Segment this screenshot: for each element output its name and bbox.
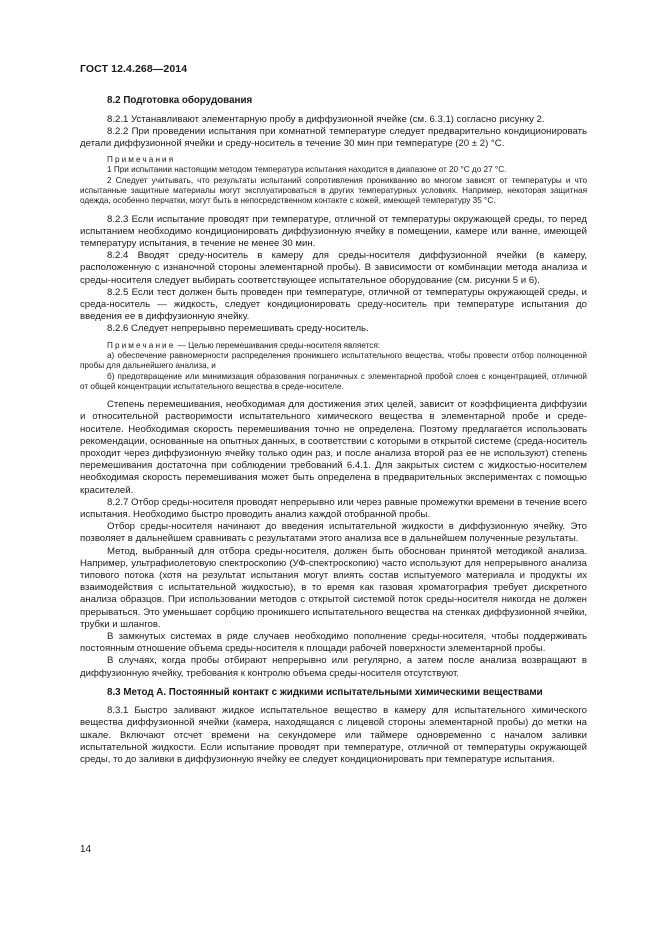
paragraph-8-2-6: 8.2.6 Следует непрерывно перемешивать среду-носитель. <box>107 323 369 335</box>
note-3-label: Примечание <box>107 340 176 350</box>
paragraph-sampling: Отбор среды-носителя начинают до введения испытательной жидкости в диффузионную ячейку. Это позволяет в дальнейшем сравнивать с результатами этого анализа все в дальнейшем полученные результаты. <box>80 521 587 545</box>
paragraph-mixing: Степень перемешивания, необходимая для достижения этих целей, зависит от коэффициента диффузии и относительной растворимости испытательного химического вещества в элементарной пробе и среде-носителе. Необходимая скорость перемешивания точно не определена. Поэтому предлагается использовать рекомендации, основанные на опытных данных, в соответствии с которыми в открытой системе (среда-носитель проходит через диффузионную ячейку только один раз, и после анализа второй раз ее не используют) степень перемешивания достаточна при соблюдении требований 6.4.1. Для закрытых систем с жидкостью-носителем необходимая скорость перемешивания может быть определена в предварительных экспериментах с помощью красителей. <box>80 399 587 496</box>
note-3-heading <box>80 341 587 351</box>
paragraph-8-2-1: 8.2.1 Устанавливают элементарную пробу в диффузионной ячейке (см. 6.3.1) согласно рисунку 2. <box>107 113 545 125</box>
page-number: 14 <box>80 844 92 855</box>
note-2: 2 Следует учитывать, что результаты испытаний сопротивления проникванию во многом зависят от температуры и что испытанные защитные материалы могут эксплуатироваться в других температурных условиях. Например, некоторая защитная одежда, особенно перчатки, могут быть в непосредственном контакте с кожей, имеющей температуру 35 °C. <box>80 175 587 206</box>
notes-heading: Примечания <box>107 155 176 165</box>
paragraph-8-2-2: 8.2.2 При проведении испытания при комнатной температуре следует предварительно кондиционировать детали диффузионной ячейки и среду-носитель в течение 30 мин при температуре (20 ± 2) °C. <box>80 125 587 149</box>
paragraph-8-3-1: 8.3.1 Быстро заливают жидкое испытательное вещество в камеру для испытательного химического вещества диффузионной ячейки (камера, находящаяся с лицевой стороны элементарной пробы) до метки на шкале. Включают отсчет времени на секундомере или таймере одновременно с началом заливки испытательной жидкости. Если испытание проводят при температуре, отличной от температуры окружающей среды, то до заливки в диффузионную ячейку ее следует кондиционировать при температуре испытания. <box>80 705 587 766</box>
note-3-item-a: а) обеспечение равномерности распределения проникшего испытательного вещества, чтобы провести отбор полноценной пробы для дальнейшего анализа, и <box>80 350 587 371</box>
note-3-intro: — Целью перемешивания среды-носителя является: <box>175 340 381 350</box>
paragraph-8-2-3: 8.2.3 Если испытание проводят при температуре, отличной от температуры окружающей среды, то перед испытанием необходимо кондиционировать диффузионную ячейку в помещении, камере или ванне, имеющей температуру испытания, в течение не менее 30 мин. <box>80 213 587 249</box>
page-content <box>80 95 587 766</box>
section-heading-8-3: 8.3 Метод А. Постоянный контакт с жидкими испытательными химическими веществами <box>107 686 543 698</box>
paragraph-cases: В случаях, когда пробы отбирают непрерывно или регулярно, а затем после анализа возвращают в диффузионную ячейку, требования к контролю объема среды-носителя отсутствуют. <box>80 655 587 679</box>
paragraph-closed-systems: В замкнутых системах в ряде случаев необходимо пополнение среды-носителя, чтобы поддерживать постоянным отношение объема среды-носителя к площади рабочей поверхности элементарной пробы. <box>80 630 587 655</box>
paragraph-8-2-4: 8.2.4 Вводят среду-носитель в камеру для среды-носителя диффузионной ячейки (в камеру, расположенную с изнаночной стороны элементарной пробы). В зависимости от комбинации метода анализа и среды-носителя следует выбирать соответствующее испытательное оборудование (см. рисунки 5 и 6). <box>80 250 587 286</box>
standard-header: ГОСТ 12.4.268—2014 <box>80 63 188 75</box>
note-3-item-b: б) предотвращение или минимизация образования пограничных с элементарной пробой слоев с концентрацией, отличной от общей концентрации испытательного вещества в среде-носителе. <box>80 371 587 391</box>
section-heading-8-2: 8.2 Подготовка оборудования <box>107 95 253 106</box>
paragraph-8-2-5: 8.2.5 Если тест должен быть проведен при температуре, отличной от температуры окружающей среды, и среда-носитель — жидкость, следует кондиционировать среду-носитель при температуре испытания до введения ее в диффузионную ячейку. <box>80 286 587 323</box>
note-1: 1 При испытании настоящим методом температура испытания находится в диапазоне от 20 °C до 27 °C. <box>107 165 507 175</box>
paragraph-method: Метод, выбранный для отбора среды-носителя, должен быть обоснован принятой методикой анализа. Например, ультрафиолетовую спектроскопию (УФ-спектроскопию) часто используют для непрерывного анализа типового потока (хотя на результат испытания могут влиять состав испытуемого материала и продукты их взаимодействия с испытательной жидкостью), в то время как газовая хроматография требует дискретного анализа образцов. При использовании методов с открытой системой поток среды-носителя никогда не должен прерываться. Это уменьшает сорбцию проникшего испытательного вещества на стенках диффузионной ячейки, трубки и шлангов. <box>80 545 587 630</box>
paragraph-8-2-7: 8.2.7 Отбор среды-носителя проводят непрерывно или через равные промежутки времени в течение всего испытания. Необходимо быстро проводить анализ каждой отобранной пробы. <box>80 496 587 520</box>
